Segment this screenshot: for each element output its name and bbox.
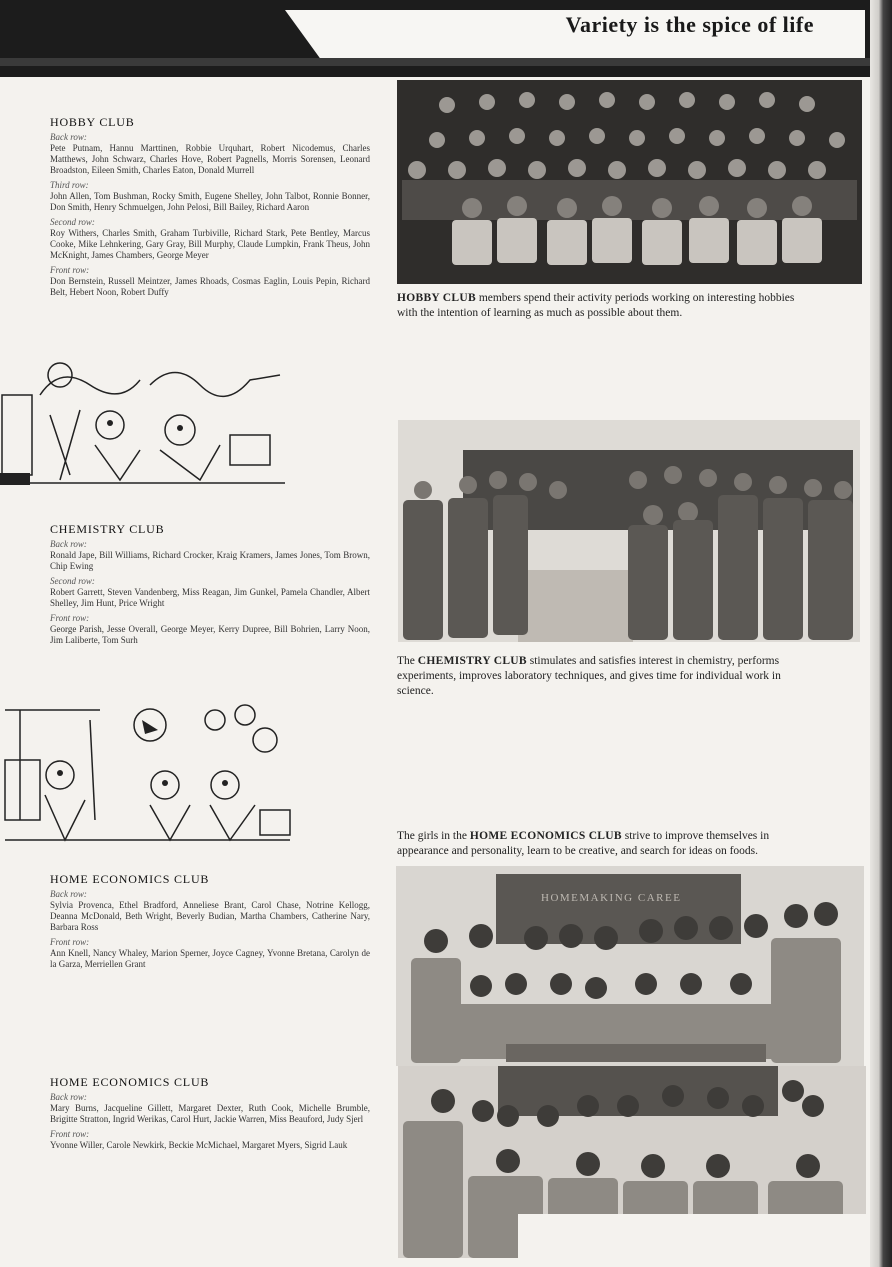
row-names: Robert Garrett, Steven Vandenberg, Miss Reagan, Jim Gunkel, Pamela Chandler, Albert Shelley, Jim Hunt, Price Wright <box>50 587 370 608</box>
row-label: Second row: <box>50 217 95 227</box>
group-photo-graphic <box>398 1066 866 1258</box>
photo-sign: HOMEMAKING CAREE <box>541 892 682 904</box>
row-names: Ronald Jape, Bill Williams, Richard Crocker, Kraig Kramers, James Jones, Tom Brown, Chip Ewing <box>50 550 370 571</box>
hobby-caption <box>397 291 809 321</box>
row-label: Front row: <box>50 937 90 947</box>
caption-text: stimulates and satisfies interest in chemistry, performs experiments, improves laboratory techniques, and gives time for individual work in science. <box>397 655 781 697</box>
club-title: CHEMISTRY CLUB <box>50 522 165 536</box>
group-photo-graphic <box>396 866 864 1066</box>
club-title: HOBBY CLUB <box>50 115 135 129</box>
row-names: Pete Putnam, Hannu Marttinen, Robbie Urquhart, Robert Nicodemus, Charles Matthews, John Schwarz, Charles Hove, Robert Pagnells, Morris Sorensen, Leonard Broadston, Eileen Smith, Charles Eaton, Donald Murrell <box>50 143 370 175</box>
home-ec-photo-top <box>396 866 864 1066</box>
caption-lead: CHEMISTRY CLUB <box>417 655 527 667</box>
caption-lead: HOME ECONOMICS CLUB <box>469 830 622 842</box>
chemistry-cartoon-icon <box>0 700 295 843</box>
chemistry-club-photo <box>398 420 860 642</box>
hobby-club-names <box>50 117 370 298</box>
chemistry-caption <box>397 654 807 699</box>
club-title: HOME ECONOMICS CLUB <box>50 872 210 886</box>
row-label: Front row: <box>50 613 90 623</box>
row-names: Don Bernstein, Russell Meintzer, James Rhoads, Cosmas Eaglin, Louis Pepin, Richard Belt, Hebert Noon, Robert Duffy <box>50 276 370 297</box>
row-names: Mary Burns, Jacqueline Gillett, Margaret Dexter, Ruth Cook, Michelle Brumble, Brigitte Stratton, Ingrid Werikas, Carol Hurt, Jackie Warren, Miss Beauford, Judy Sjerl <box>50 1103 370 1124</box>
hobby-cartoon-icon <box>0 355 290 488</box>
club-title: HOME ECONOMICS CLUB <box>50 1075 210 1089</box>
group-photo-graphic <box>398 420 860 642</box>
group-photo-graphic <box>397 80 862 284</box>
caption-pre: The girls in the <box>397 830 470 842</box>
row-names: Yvonne Willer, Carole Newkirk, Beckie McMichael, Margaret Myers, Sigrid Lauk <box>50 1140 348 1150</box>
home-ec-club-names-2 <box>50 1077 370 1151</box>
header-stripe <box>0 58 870 66</box>
hobby-club-photo <box>397 80 862 284</box>
page-edge <box>870 0 892 1267</box>
row-label: Front row: <box>50 265 90 275</box>
caption-text: strive to improve themselves in appearance and personality, learn to be creative, and search for ideas on foods. <box>397 830 770 857</box>
row-names: Roy Withers, Charles Smith, Graham Turbiville, Richard Stark, Pete Bentley, Marcus Cooke, Mike Lehnkering, Gary Gray, Bill Murphy, Claude Lumpkin, Frank Theus, John McKnight, James Chambers, George Meyer <box>50 228 370 260</box>
caption-text: members spend their activity periods working on interesting hobbies with the intention of learning as much as possible about them. <box>397 292 795 319</box>
chemistry-club-names <box>50 524 370 646</box>
home-ec-caption <box>397 829 809 859</box>
row-label: Third row: <box>50 180 89 190</box>
row-label: Second row: <box>50 576 95 586</box>
home-ec-club-names-1 <box>50 874 370 970</box>
row-names: George Parish, Jesse Overall, George Meyer, Kerry Dupree, Bill Bohrien, Larry Noon, Jim Laliberte, Tom Surh <box>50 624 370 645</box>
row-label: Back row: <box>50 132 87 142</box>
home-ec-photo-bottom <box>398 1066 866 1258</box>
page-heading: Variety is the spice of life <box>565 12 814 37</box>
caption-pre: The <box>397 655 418 667</box>
chemistry-cartoon <box>0 700 295 843</box>
row-label: Back row: <box>50 539 87 549</box>
row-names: Ann Knell, Nancy Whaley, Marion Sperner, Joyce Cagney, Yvonne Bretana, Carolyn de la Garza, Merriellen Grant <box>50 948 370 969</box>
row-label: Back row: <box>50 1092 87 1102</box>
caption-lead: HOBBY CLUB <box>397 292 476 304</box>
row-label: Front row: <box>50 1129 90 1139</box>
row-names: Sylvia Provenca, Ethel Bradford, Anneliese Brant, Carol Chase, Notrine Kellogg, Deanna McDonald, Beth Wright, Beverly Budian, Martha Chambers, Catherine Nary, Barbara Ross <box>50 900 370 932</box>
row-names: John Allen, Tom Bushman, Rocky Smith, Eugene Shelley, John Talbot, Ronnie Bonner, Don Smith, Henry Schmuelgen, John Pelosi, Bill Bailey, Richard Aaron <box>50 191 370 212</box>
hobby-cartoon <box>0 355 290 488</box>
row-label: Back row: <box>50 889 87 899</box>
